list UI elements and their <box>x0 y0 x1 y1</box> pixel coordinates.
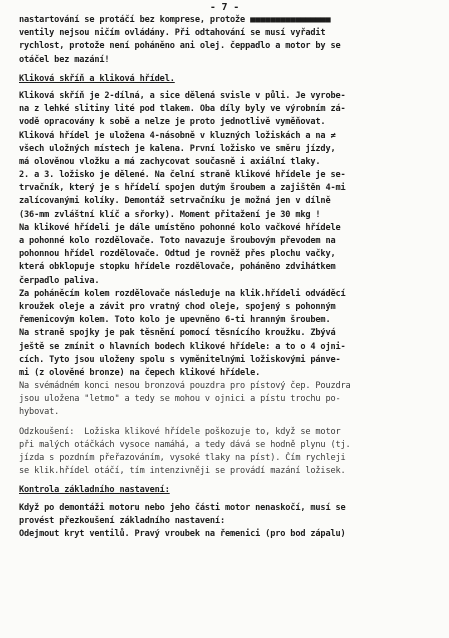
text-line: Kliková skříň je 2-dílná, a sice dělená svisle v půli. Je vyrobe- <box>19 90 346 101</box>
page-number: - 7 - <box>209 2 240 13</box>
text-line: a pohonné kolo rozdělovače. Toto navazuje šroubovým převodem na <box>19 236 336 246</box>
text-line: rychlost, protože není poháněno ani olej. čeppadlo a motor by se <box>19 41 341 52</box>
text-line: Na klikové hřídeli je dále umístěno pohonné kolo vačkové hřídele <box>19 222 341 233</box>
paragraph-basic-setting <box>19 502 444 542</box>
text-line: vodě opracovány k sobě a nelze je proto jednotlivě vyměňovat. <box>19 117 326 128</box>
text-line: nastartování se protáčí bez komprese, protože ■■■■■■■■■■■■■■■■ <box>19 15 331 25</box>
section-heading-crankcase: Kliková skříň a kliková hřídel. <box>19 73 175 84</box>
text-line: řemenicovým kolem. Toto kolo je upevněno 6-ti hranným šroubem. <box>19 315 331 326</box>
text-line: Kliková hřídel je uložena 4-násobně v kluzných ložiskách a na ≠ <box>19 130 336 141</box>
text-line: trvačník, který je s hřídelí spojen dutým šroubem a zajištěn 4-mi <box>19 183 346 194</box>
text-line: Když po demontáži motoru nebo jeho části motor nenaskočí, musí se <box>19 502 346 513</box>
text-line: Za poháněcím kolem rozdělovače následuje na klik.hřídeli odváděcí <box>19 288 346 299</box>
text-line: která obklopuje stopku hřídele rozdělovače, poháněno zdvihátkem <box>19 262 336 273</box>
text-line: Na svémádném konci nesou bronzová pouzdra pro pístový čep. Pouzdra <box>19 381 351 392</box>
paragraph-bearing-damage <box>19 426 444 479</box>
text-line: při malých otáčkách vysoce namáhá, a tedy dává se hodně plynu (tj. <box>19 439 351 450</box>
text-line: provést přezkoušení základního nastavení: <box>19 515 225 526</box>
text-line: Na straně spojky je pak těsnění pomocí těsnícího kroužku. Zbývá <box>19 328 336 339</box>
text-line: 2. a 3. ložisko je dělené. Na čelní straně klikové hřídele je se- <box>19 170 346 181</box>
paragraph-intro <box>19 14 444 67</box>
text-line: pohonnou hřídel rozdělovače. Odtud je rovněž přes plochu vačky, <box>19 249 336 260</box>
text-line: kroužek oleje a závit pro vratný chod oleje, spojený s pohonným <box>19 301 336 312</box>
text-line: čerpadlo paliva. <box>19 275 100 286</box>
paragraph-crankcase <box>19 90 444 420</box>
text-line: zalícovanými kolíky. Demontáž setrvačníku je možná jen v dílně <box>19 196 331 207</box>
text-line: cích. Tyto jsou uloženy spolu s vyměnitelnými ložiskovými pánve- <box>19 354 341 365</box>
text-line: jsou uložena "letmo" a tedy se mohou v ojnici a pístu trochu po- <box>19 394 341 405</box>
text-line: se klik.hřídel otáčí, tím intenzivněji se provádí mazání ložisek. <box>19 466 346 477</box>
text-line: ještě se zmínit o hlavních bodech klikové hřídele: a to o 4 ojni- <box>19 341 346 352</box>
text-line: má olověnou vložku a má zachycovat současně i axiální tlaky. <box>19 156 321 167</box>
text-line: Odejmout kryt ventilů. Pravý vroubek na řemenici (pro bod zápalu) <box>19 528 346 539</box>
text-line: hybovat. <box>19 407 60 418</box>
text-line: mi (z olověné bronze) na čepech klikové hřídele. <box>19 367 261 378</box>
text-line: jízda s pozdním přeřazováním, vysoké tlaky na píst). Čím rychleji <box>19 453 346 463</box>
text-line: otáčel bez mazání! <box>19 54 110 65</box>
section-heading-basic-setting: Kontrola základního nastavení: <box>19 485 170 496</box>
document-body <box>19 14 444 541</box>
text-line: ventily nejsou ničím ovládány. Při odtahování se musí vyřadit <box>19 28 326 39</box>
text-line: všech uložných místech je kalena. První ložisko ve směru jízdy, <box>19 143 336 154</box>
text-line: na z lehké slitiny lité pod tlakem. Oba díly byly ve výrobním zá- <box>19 104 346 115</box>
text-line: (36-mm zvláštní klíč a sřorky). Moment přitažení je 30 mkg ! <box>19 209 321 220</box>
text-line: Odzkoušení: Ložiska klikové hřídele poškozuje to, když se motor <box>19 426 341 437</box>
